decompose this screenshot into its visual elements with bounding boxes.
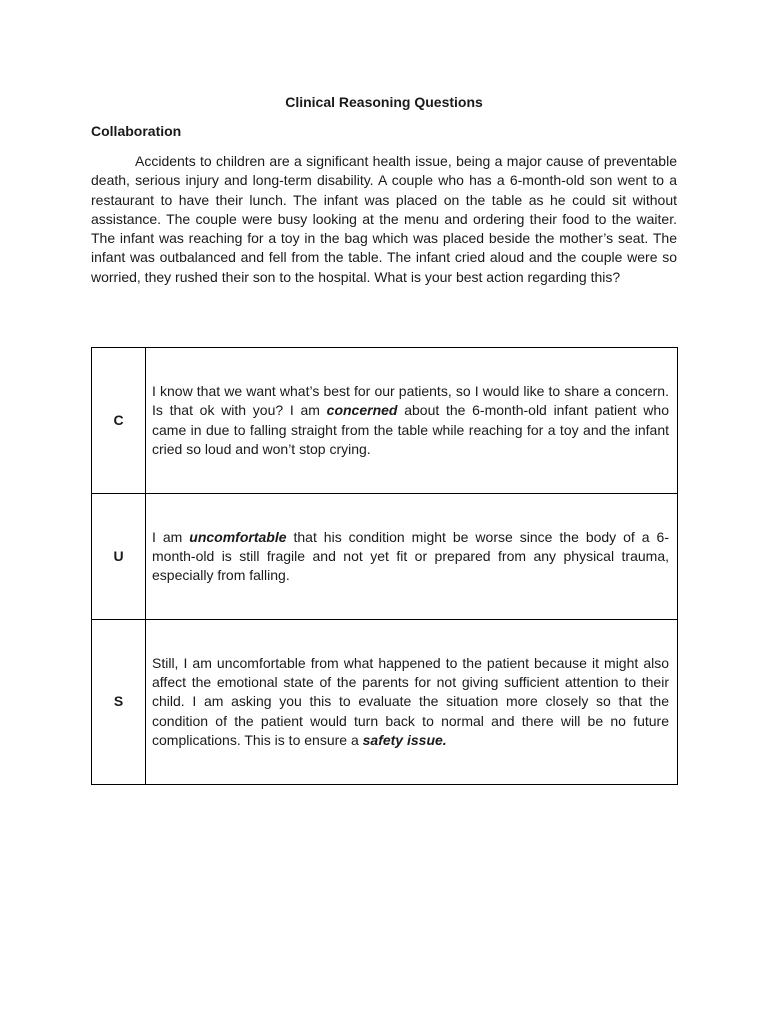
table-row xyxy=(92,494,678,620)
cus-table xyxy=(91,347,678,785)
row-text-before: I know that we want what’s best for our patients, so I would like to share a concern. Is that ok with you? I am xyxy=(152,382,669,419)
row-emphasis: safety issue. xyxy=(362,731,447,748)
row-text-after: about the 6-month-old infant patient who came in due to falling straight from the table while reaching for a toy and the infant cried so loud and won’t stop crying. xyxy=(152,402,669,457)
row-emphasis: uncomfortable xyxy=(189,528,287,545)
row-text-after: that his condition might be worse since the body of a 6-month-old is still fragile and not yet fit or prepared from any physical trauma, especially from falling. xyxy=(152,528,669,584)
table-row xyxy=(92,620,678,785)
section-heading: Collaboration xyxy=(91,123,182,139)
row-text-before: Still, I am uncomfortable from what happened to the patient because it might also affect the emotional state of the parents for not giving sufficient attention to their child. I am asking you this to evaluate the situation more closely so that the condition of the patient would turn back to normal and there will be no future complications. This is to ensure a xyxy=(152,654,669,748)
page-title: Clinical Reasoning Questions xyxy=(285,94,483,110)
row-letter: U xyxy=(92,494,146,620)
row-text xyxy=(146,620,678,785)
row-emphasis: concerned xyxy=(326,402,398,419)
row-text-before: I am xyxy=(152,528,190,545)
intro-paragraph: Accidents to children are a significant health issue, being a major cause of preventable death, serious injury and long-term disability. A couple who has a 6-month-old son went to a restaurant to have their lunch. The infant was placed on the table as he could sit without assistance. The couple were busy looking at the menu and ordering their food to the waiter. The infant was reaching for a toy in the bag which was placed beside the mother’s seat. The infant was outbalanced and fell from the table. The infant cried aloud and the couple were so worried, they rushed their son to the hospital. What is your best action regarding this? xyxy=(91,153,677,285)
row-letter: C xyxy=(92,348,146,494)
row-letter: S xyxy=(92,620,146,785)
row-text xyxy=(146,348,678,494)
table-row xyxy=(92,348,678,494)
row-text xyxy=(146,494,678,620)
